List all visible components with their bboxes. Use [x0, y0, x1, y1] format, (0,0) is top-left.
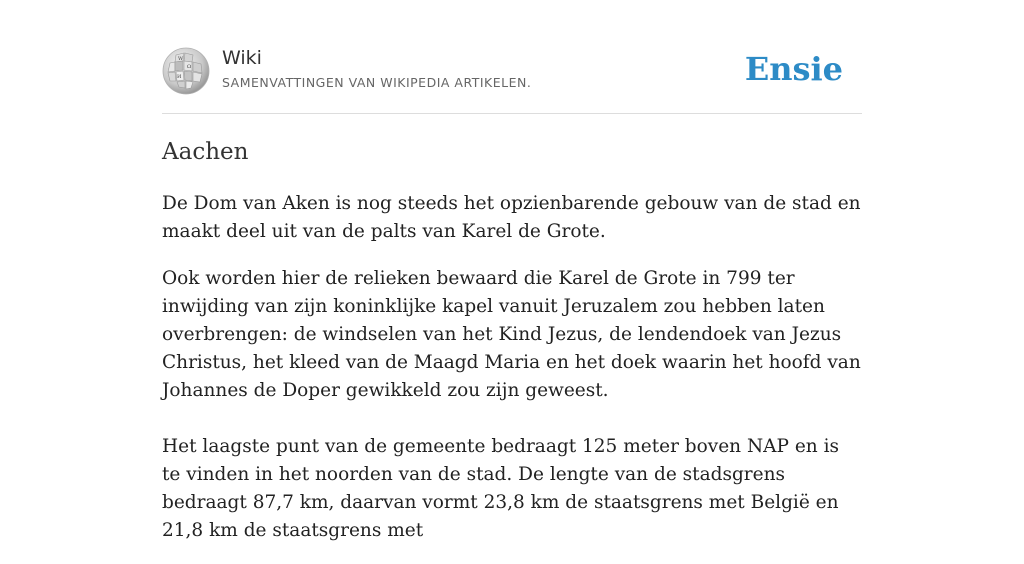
site-header — [162, 45, 862, 114]
article-paragraph: Het laagste punt van de gemeente bedraagt 125 meter boven NAP en is te vinden in het noorden van de stad. De lengte van de stadsgrens bedraagt 87,7 km, daarvan vormt 23,8 km de staatsgrens met België en 21,8 km de staatsgrens met — [162, 436, 840, 541]
site-tagline: SAMENVATTINGEN VAN WIKIPEDIA ARTIKELEN. — [222, 75, 532, 90]
svg-text:Ω: Ω — [187, 64, 192, 70]
svg-text:И: И — [177, 74, 182, 80]
article-paragraph: De Dom van Aken is nog steeds het opzienbarende gebouw van de stad en maakt deel uit van de palts van Karel de Grote. — [162, 193, 861, 242]
ensie-brand-link[interactable]: Ensie — [744, 50, 843, 88]
article-paragraph: Ook worden hier de relieken bewaard die Karel de Grote in 799 ter inwijding van zijn koninklijke kapel vanuit Jeruzalem zou hebben laten overbrengen: de windselen van het Kind Jezus, de lendendoek van Jezus Christus, het kleed van de Maagd Maria en het doek waarin het hoofd van Johannes de Doper gewikkeld zou zijn geweest. — [162, 268, 861, 401]
svg-text:W: W — [178, 56, 184, 62]
site-name[interactable]: Wiki — [222, 47, 262, 69]
article-body — [162, 190, 862, 564]
article-title: Aachen — [162, 139, 249, 165]
wikipedia-globe-icon[interactable] — [162, 47, 210, 95]
